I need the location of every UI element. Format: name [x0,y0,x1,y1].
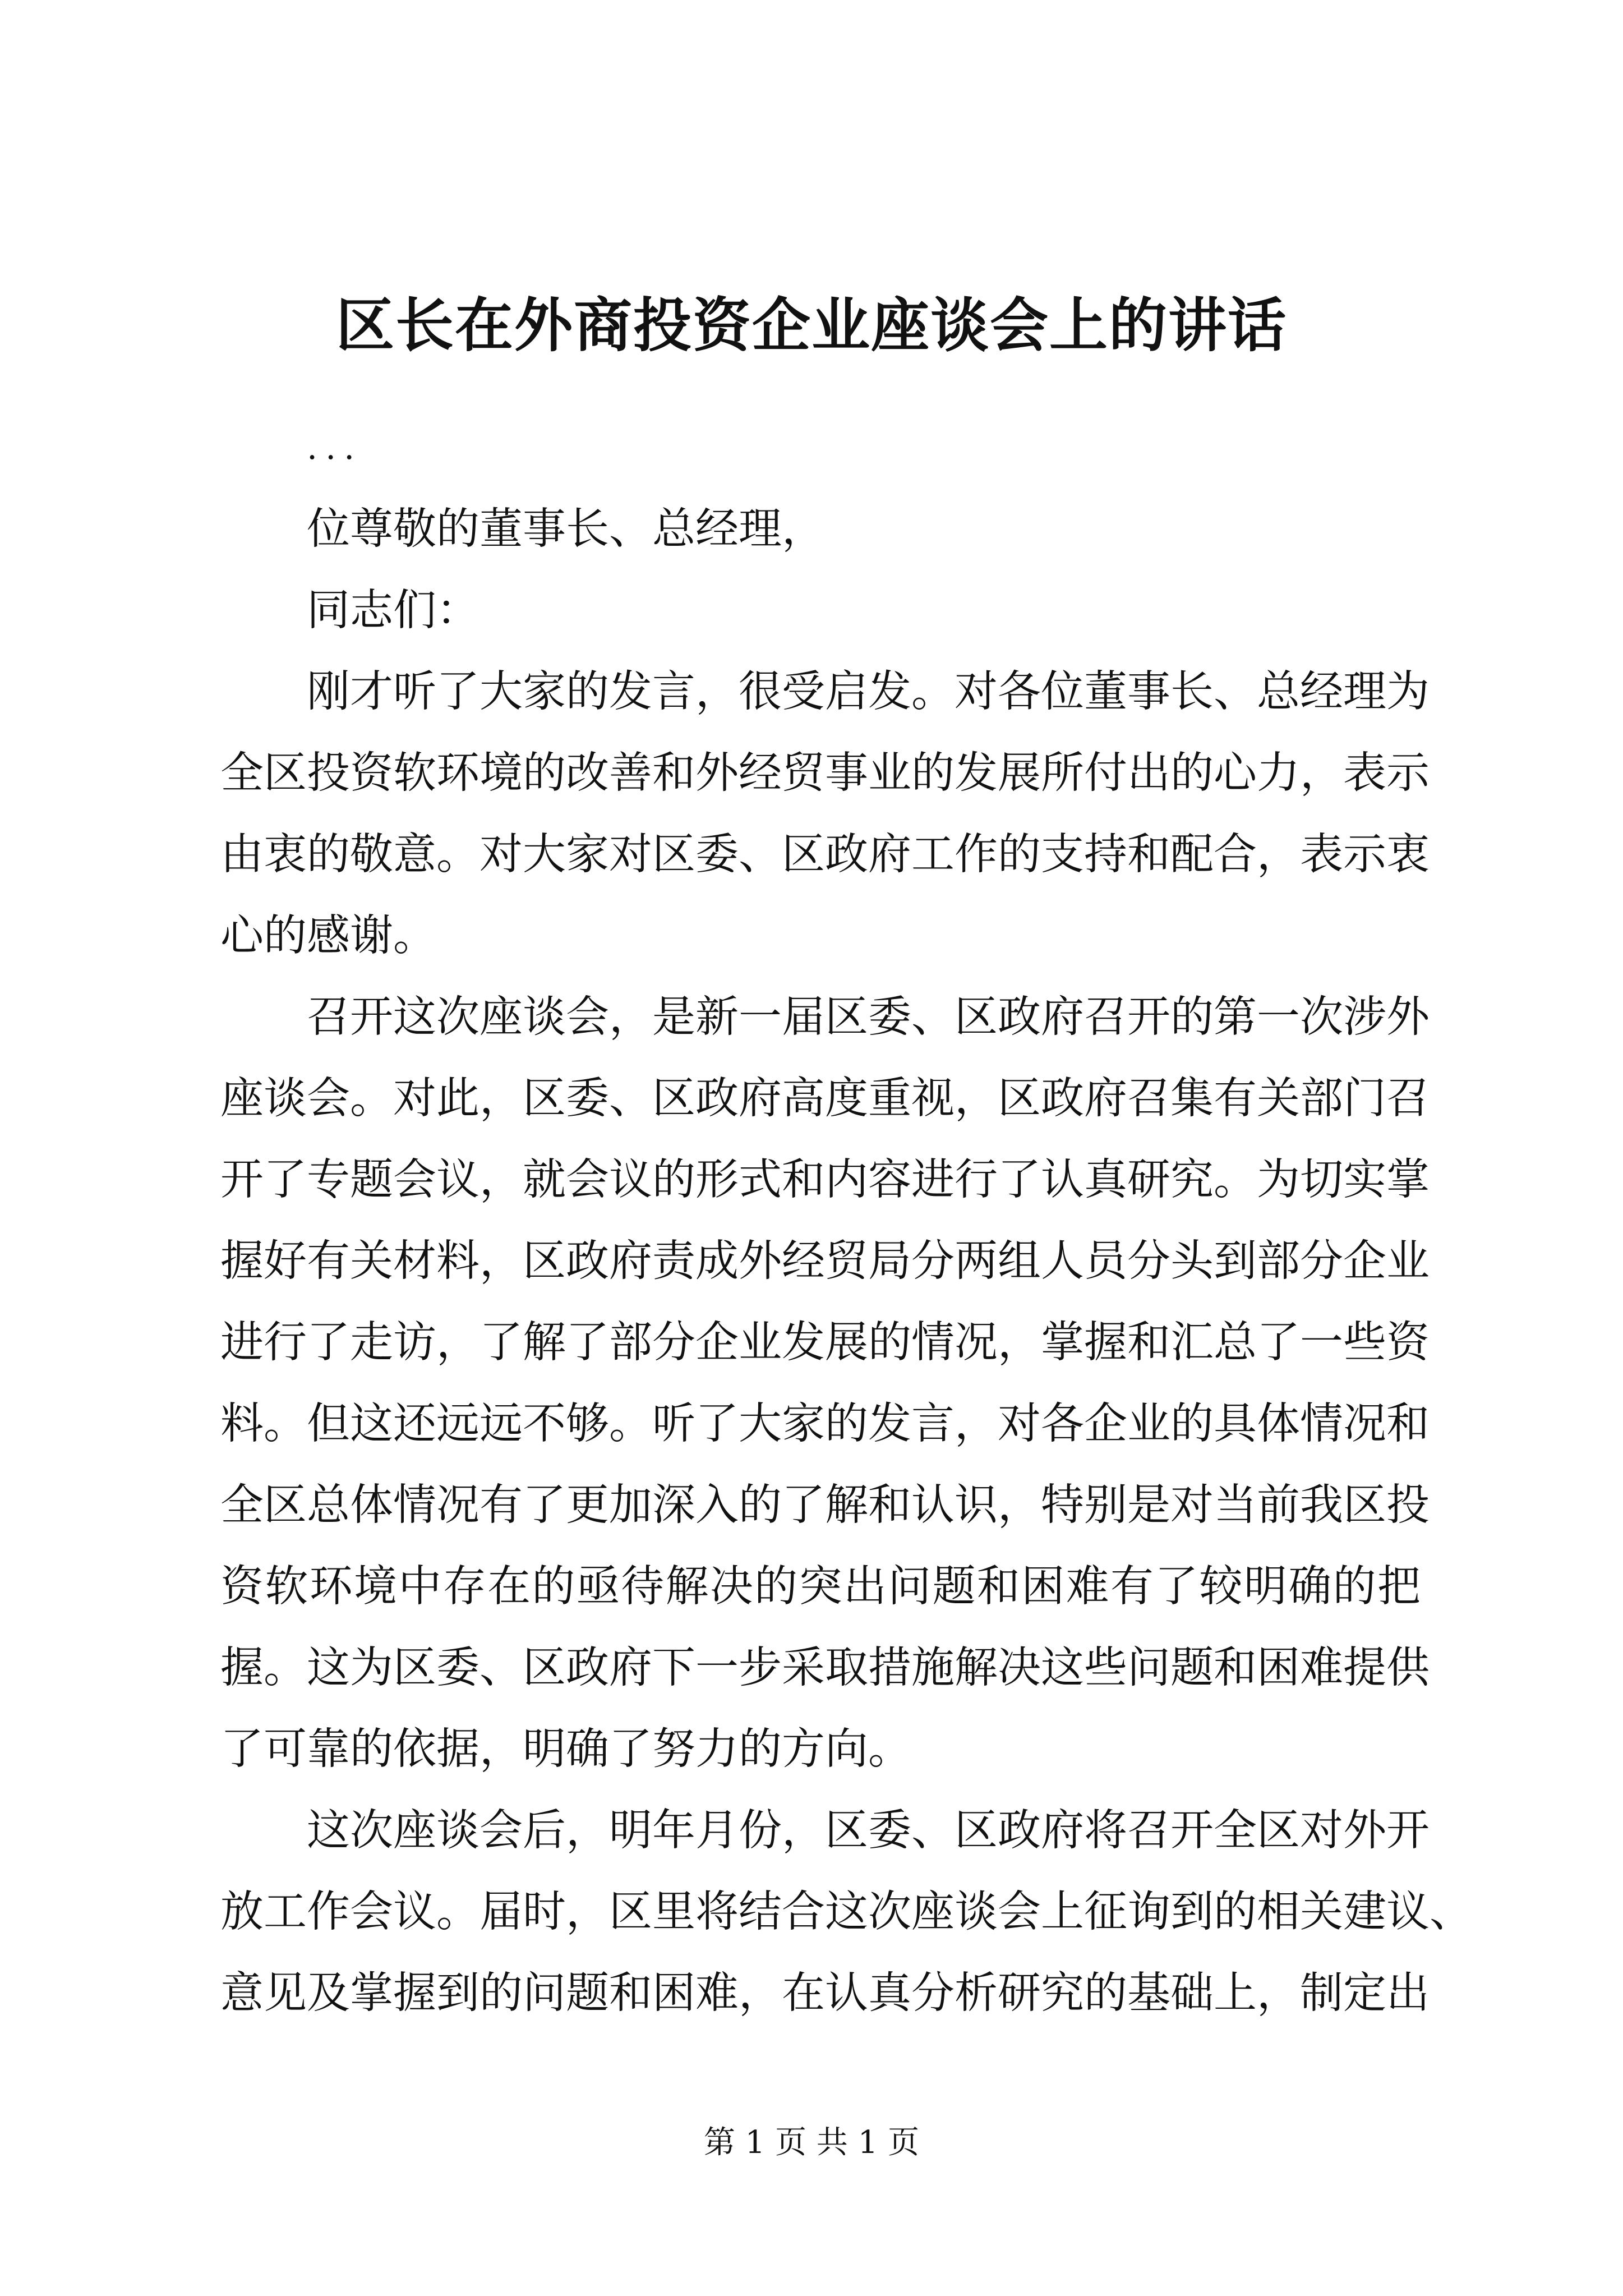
paragraph-line: 召开这次座谈会，是新一届区委、区政府召开的第一次涉外 [307,992,1430,1042]
paragraph-line: 座谈会。对此，区委、区政府高度重视，区政府召集有关部门召 [220,1074,1430,1124]
paragraph-line: 握。这为区委、区政府下一步采取措施解决这些问题和困难提供 [220,1643,1430,1693]
page-number-footer: 第 1 页 共 1 页 [703,2124,920,2161]
paragraph-line: 刚才听了大家的发言，很受启发。对各位董事长、总经理为 [307,667,1430,717]
paragraph-line: 进行了走访，了解了部分企业发展的情况，掌握和汇总了一些资 [220,1318,1430,1368]
paragraph-line: 放工作会议。届时，区里将结合这次座谈会上征询到的相关建议、 [220,1887,1473,1937]
paragraph-line: 资软环境中存在的亟待解决的突出问题和困难有了较明确的把 [220,1562,1421,1612]
paragraph-line: 意见及掌握到的问题和困难，在认真分析研究的基础上，制定出 [220,1968,1430,2018]
ellipsis-line: ... [307,428,363,467]
paragraph-line: 握好有关材料，区政府责成外经贸局分两组人员分头到部分企业 [220,1236,1430,1286]
paragraph-line: 开了专题会议，就会议的形式和内容进行了认真研究。为切实掌 [220,1155,1430,1205]
greeting-line-2: 同志们： [307,586,479,636]
paragraph-line: 这次座谈会后，明年月份，区委、区政府将召开全区对外开 [307,1806,1430,1856]
paragraph-line: 全区总体情况有了更加深入的了解和认识，特别是对当前我区投 [220,1480,1430,1530]
paragraph-line: 由衷的敬意。对大家对区委、区政府工作的支持和配合，表示衷 [220,830,1430,880]
greeting-line-1: 位尊敬的董事长、总经理， [307,504,825,554]
paragraph-line: 全区投资软环境的改善和外经贸事业的发展所付出的心力，表示 [220,748,1430,798]
paragraph-line: 了可靠的依据，明确了努力的方向。 [220,1724,911,1774]
document-body [220,407,1473,2034]
paragraph-line: 料。但这还远远不够。听了大家的发言，对各企业的具体情况和 [220,1399,1430,1449]
paragraph-line: 心的感谢。 [220,911,436,961]
document-title: 区长在外商投资企业座谈会上的讲话 [335,291,1287,360]
